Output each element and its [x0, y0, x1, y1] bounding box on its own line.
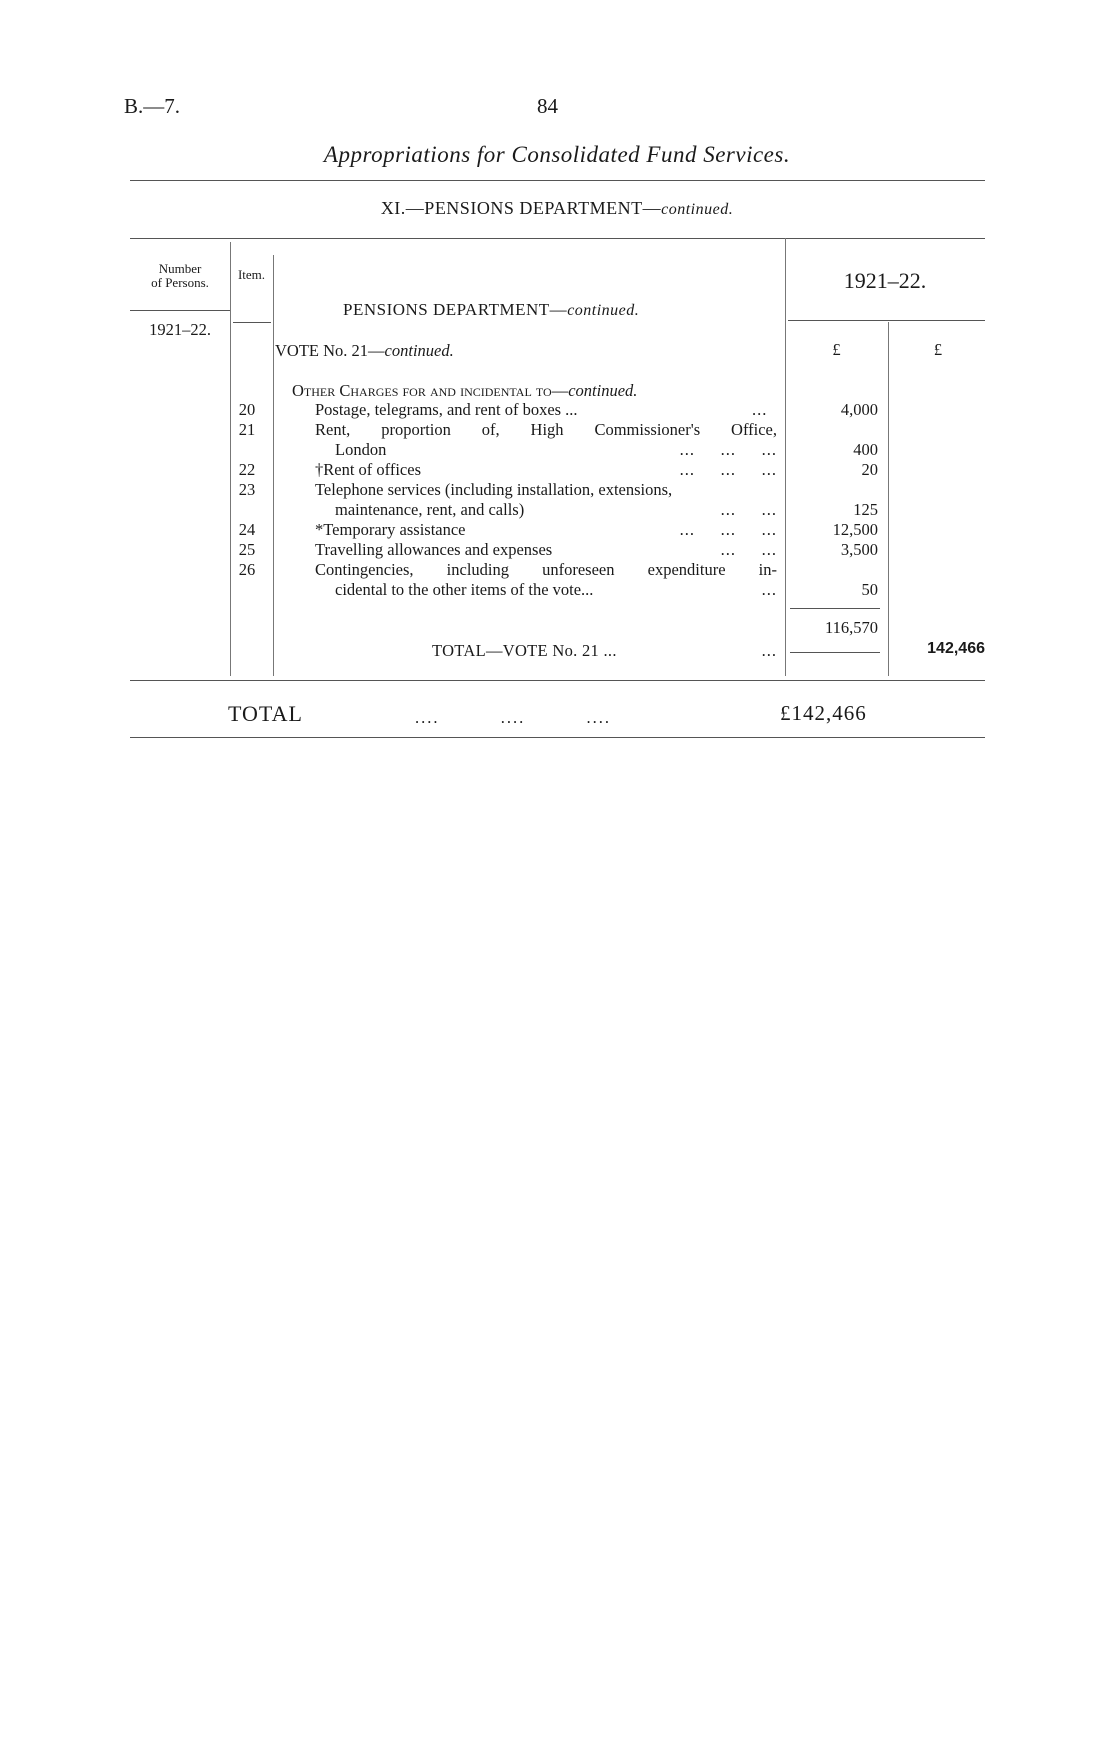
- section-heading-main: XI.—PENSIONS DEPARTMENT—: [380, 198, 662, 218]
- subtotal-rule: [790, 608, 880, 609]
- subhead-cont: continued.: [568, 381, 638, 400]
- subtotal-amount: 116,570: [824, 618, 878, 637]
- table-top-rule: [130, 238, 985, 239]
- item-dots: ... ...: [720, 540, 777, 559]
- vote-label-cont: continued.: [384, 341, 454, 360]
- section-heading: [0, 198, 1114, 219]
- item-amount: 125: [853, 500, 878, 519]
- item-description: †Rent of offices: [315, 460, 422, 479]
- item-description: Rent, proportion of, High Commissioner's Office,: [315, 420, 777, 439]
- grand-total-value: £142,466: [780, 701, 867, 725]
- currency-col1: £: [832, 340, 841, 359]
- item-amount: 400: [853, 440, 878, 459]
- item-dots: ... ... ...: [679, 440, 777, 459]
- item-number: 20: [238, 400, 256, 419]
- item-amount: 3,500: [840, 540, 878, 559]
- grand-total-dots: .... .... ....: [415, 708, 611, 727]
- item-number: 26: [238, 560, 256, 579]
- item-description-cont: cidental to the other items of the vote...: [335, 580, 594, 599]
- vote-total-label: TOTAL—VOTE No. 21 ...: [432, 641, 617, 660]
- table-bottom-rule: [130, 680, 985, 681]
- vote-total-amount: 142,466: [927, 640, 985, 657]
- item-dots: ...: [752, 400, 768, 419]
- item-number: 23: [238, 480, 256, 499]
- department-title-cont: continued.: [567, 302, 640, 319]
- header-persons-year: 1921–22.: [149, 320, 211, 339]
- item-amount: 20: [861, 460, 878, 479]
- item-amount: 12,500: [832, 520, 878, 539]
- item-number: 22: [238, 460, 256, 479]
- item-description: *Temporary assistance: [315, 520, 466, 539]
- item-header-rule: [233, 322, 271, 323]
- item-number: 21: [238, 420, 256, 439]
- item-description: Travelling allowances and expenses: [315, 540, 553, 559]
- item-amount: 4,000: [840, 400, 878, 419]
- item-description-cont: London: [335, 440, 387, 459]
- vote-label: [275, 341, 454, 361]
- header-persons-line1: Number: [158, 261, 202, 276]
- rule-amount-right: [888, 322, 889, 676]
- page-title: Appropriations for Consolidated Fund Services.: [323, 142, 791, 167]
- subhead-main: Other Charges for and incidental to—: [292, 381, 569, 400]
- item-dots: ... ...: [720, 500, 777, 519]
- item-number: 24: [238, 520, 256, 539]
- grand-total-label: TOTAL: [228, 701, 303, 726]
- item-description: Postage, telegrams, and rent of boxes ...: [315, 400, 578, 419]
- year-header-rule: [788, 320, 985, 321]
- item-description: Contingencies, including unforeseen expenditure in-: [315, 560, 777, 579]
- header-year: 1921–22.: [843, 268, 927, 293]
- item-description-cont: maintenance, rent, and calls): [335, 500, 525, 519]
- rule-persons-right: [230, 242, 231, 676]
- header-persons-line2: of Persons.: [151, 275, 209, 290]
- department-title-main: PENSIONS DEPARTMENT—: [343, 300, 568, 319]
- rule-item-right: [273, 255, 274, 676]
- department-title: [343, 300, 639, 320]
- item-dots: ...: [761, 580, 777, 599]
- page-reference: B.—7.: [124, 94, 181, 118]
- item-number: 25: [238, 540, 256, 559]
- vote-total-rule: [790, 652, 880, 653]
- subhead: [292, 381, 637, 401]
- section-heading-cont: continued.: [661, 201, 734, 218]
- item-description: Telephone services (including installation, extensions,: [315, 480, 673, 499]
- currency-col2: £: [933, 340, 943, 359]
- page-number: 84: [537, 94, 558, 118]
- grand-total-rule: [130, 737, 985, 738]
- item-dots: ... ... ...: [679, 520, 777, 539]
- vote-total-dots: ...: [761, 641, 777, 660]
- persons-header-rule: [130, 310, 230, 311]
- title-rule: [130, 180, 985, 181]
- item-amount: 50: [861, 580, 878, 599]
- vote-label-main: VOTE No. 21—: [275, 341, 385, 360]
- header-item: Item.: [237, 267, 266, 282]
- item-dots: ... ... ...: [679, 460, 777, 479]
